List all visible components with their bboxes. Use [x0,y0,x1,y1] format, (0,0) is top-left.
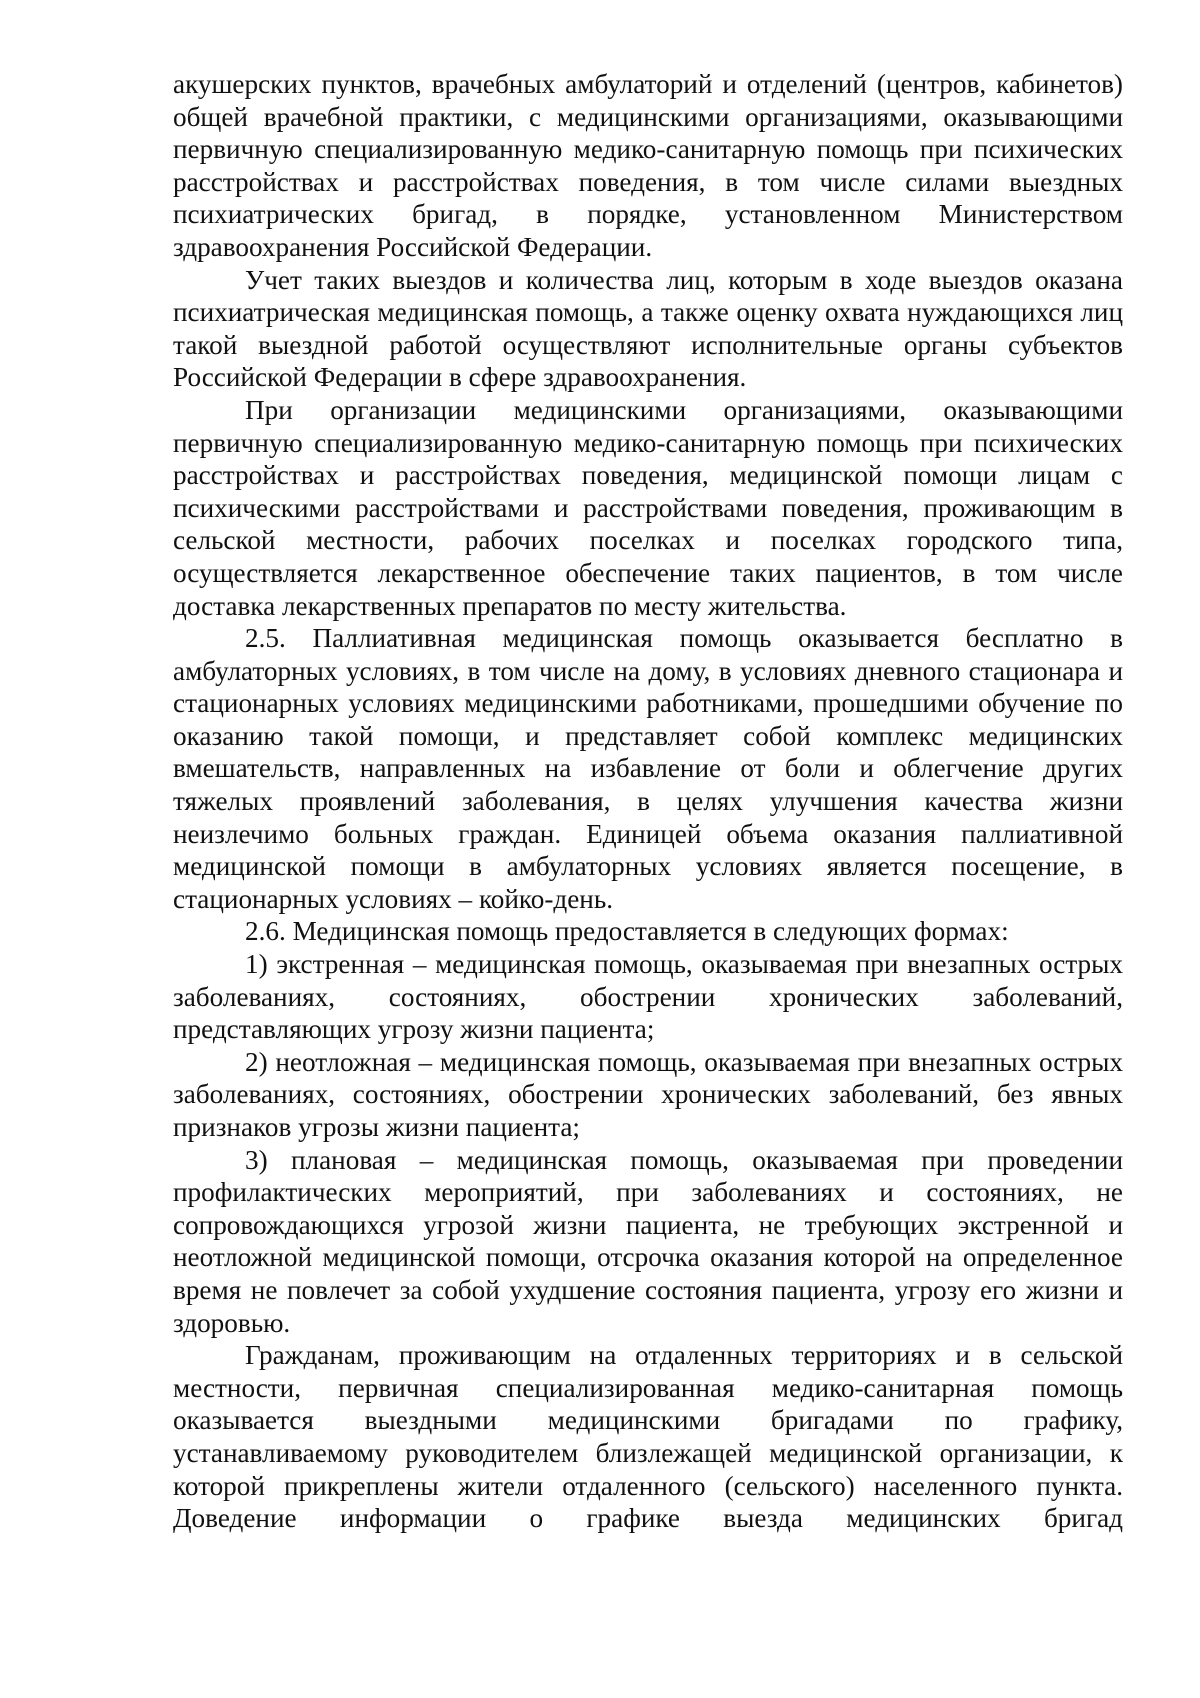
paragraph-accounting: Учет таких выездов и количества лиц, которым в ходе выездов оказана психиатрическая медицинская помощь, а также оценку охвата нуждающихся лиц такой выездной работой осуществляют исполнительные органы субъектов Российской Федерации в сфере здравоохранения. [173,264,1123,393]
paragraph-continuation: акушерских пунктов, врачебных амбулаторий и отделений (центров, кабинетов) общей врачебной практики, с медицинскими организациями, оказывающими первичную специализированную медико-санитарную помощь при психических расстройствах и расстройствах поведения, в том числе силами выездных психиатрических бригад, в порядке, установленном Министерством здравоохранения Российской Федерации. [173,69,1123,262]
paragraph-form-emergency: 1) экстренная – медицинская помощь, оказываемая при внезапных острых заболеваниях, состояниях, обострении хронических заболеваний, представляющих угрозу жизни пациента; [173,949,1123,1045]
paragraph-rural-drug-supply: При организации медицинскими организациями, оказывающими первичную специализированную медико-санитарную помощь при психических расстройствах и расстройствах поведения, медицинской помощи лицам с психическими расстройствами и расстройствами поведения, проживающим в сельской местности, рабочих поселках и поселках городского типа, осуществляется лекарственное обеспечение таких пациентов, в том числе доставка лекарственных препаратов по месту жительства. [173,394,1123,621]
paragraph-form-planned: 3) плановая – медицинская помощь, оказываемая при проведении профилактических мероприятий, при заболеваниях и состояниях, не сопровождающихся угрозой жизни пациента, не требующих экстренной и неотложной медицинской помощи, отсрочка оказания которой на определенное время не повлечет за собой ухудшение состояния пациента, угрозу его жизни и здоровью. [173,1144,1123,1338]
paragraph-2-6-forms: 2.6. Медицинская помощь предоставляется в следующих формах: [245,916,1009,947]
paragraph-remote-territories: Гражданам, проживающим на отдаленных территориях и в сельской местности, первичная специализированная медико-санитарная помощь оказывается выездными медицинскими бригадами по графику, устанавливаемому руководителем близлежащей медицинской организации, к которой прикреплены жители отдаленного (сельского) населенного пункта. Доведение информации о графике выезда медицинских бригад [173,1340,1123,1534]
paragraph-form-urgent: 2) неотложная – медицинская помощь, оказываемая при внезапных острых заболеваниях, состояниях, обострении хронических заболеваний, без явных признаков угрозы жизни пациента; [173,1046,1123,1142]
document-page [173,68,1123,1535]
paragraph-2-5-palliative-care: 2.5. Паллиативная медицинская помощь оказывается бесплатно в амбулаторных условиях, в том числе на дому, в условиях дневного стационара и стационарных условиях медицинскими работниками, прошедшими обучение по оказанию такой помощи, и представляет собой комплекс медицинских вмешательств, направленных на избавление от боли и облегчение других тяжелых проявлений заболевания, в целях улучшения качества жизни неизлечимо больных граждан. Единицей объема оказания паллиативной медицинской помощи в амбулаторных условиях является посещение, в стационарных условиях – койко-день. [173,623,1123,914]
